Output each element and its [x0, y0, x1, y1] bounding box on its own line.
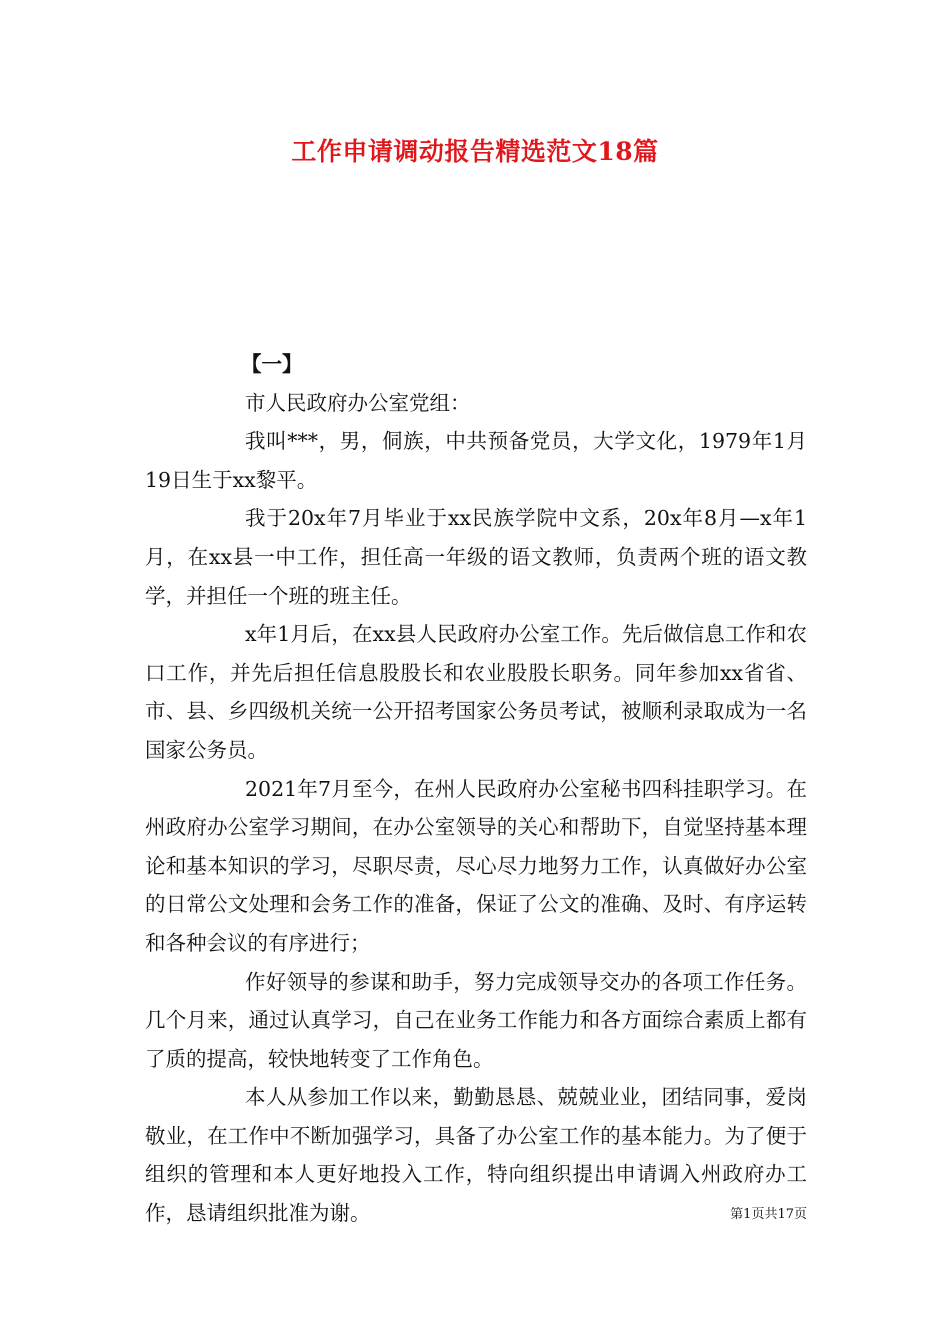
paragraph: 2021年7月至今，在州人民政府办公室秘书四科挂职学习。在州政府办公室学习期间，在办公室领导的关心和帮助下，自觉坚持基本理论和基本知识的学习，尽职尽责，尽心尽力地努力工作，认真做好办公室的日常公文处理和会务工作的准备，保证了公文的准确、及时、有序运转和各种会议的有序进行；: [145, 776, 807, 955]
paragraph: 作好领导的参谋和助手，努力完成领导交办的各项工作任务。几个月来，通过认真学习，自己在业务工作能力和各方面综合素质上都有了质的提高，较快地转变了工作角色。: [145, 969, 807, 1071]
document-body: [145, 345, 807, 1233]
page-number: 第1页共17页: [730, 1207, 807, 1222]
paragraph: 我叫***，男，侗族，中共预备党员，大学文化，1979年1月19日生于xx黎平。: [145, 429, 807, 492]
paragraph: 我于20x年7月毕业于xx民族学院中文系，20x年8月—x年1月，在xx县一中工作，担任高一年级的语文教师，负责两个班的语文教学，并担任一个班的班主任。: [145, 506, 807, 608]
section-label: 【一】: [241, 352, 303, 376]
paragraph: 本人从参加工作以来，勤勤恳恳、兢兢业业，团结同事，爱岗敬业，在工作中不断加强学习，具备了办公室工作的基本能力。为了便于组织的管理和本人更好地投入工作，特向组织提出申请调入州政府办工作，恳请组织批准为谢。: [145, 1085, 807, 1226]
document-title: 工作申请调动报告精选范文18篇: [291, 137, 659, 166]
salutation: 市人民政府办公室党组：: [245, 390, 471, 415]
paragraph: x年1月后，在xx县人民政府办公室工作。先后做信息工作和农口工作，并先后担任信息股股长和农业股股长职务。同年参加xx省省、市、县、乡四级机关统一公开招考国家公务员考试，被顺利录取成为一名国家公务员。: [145, 622, 807, 762]
